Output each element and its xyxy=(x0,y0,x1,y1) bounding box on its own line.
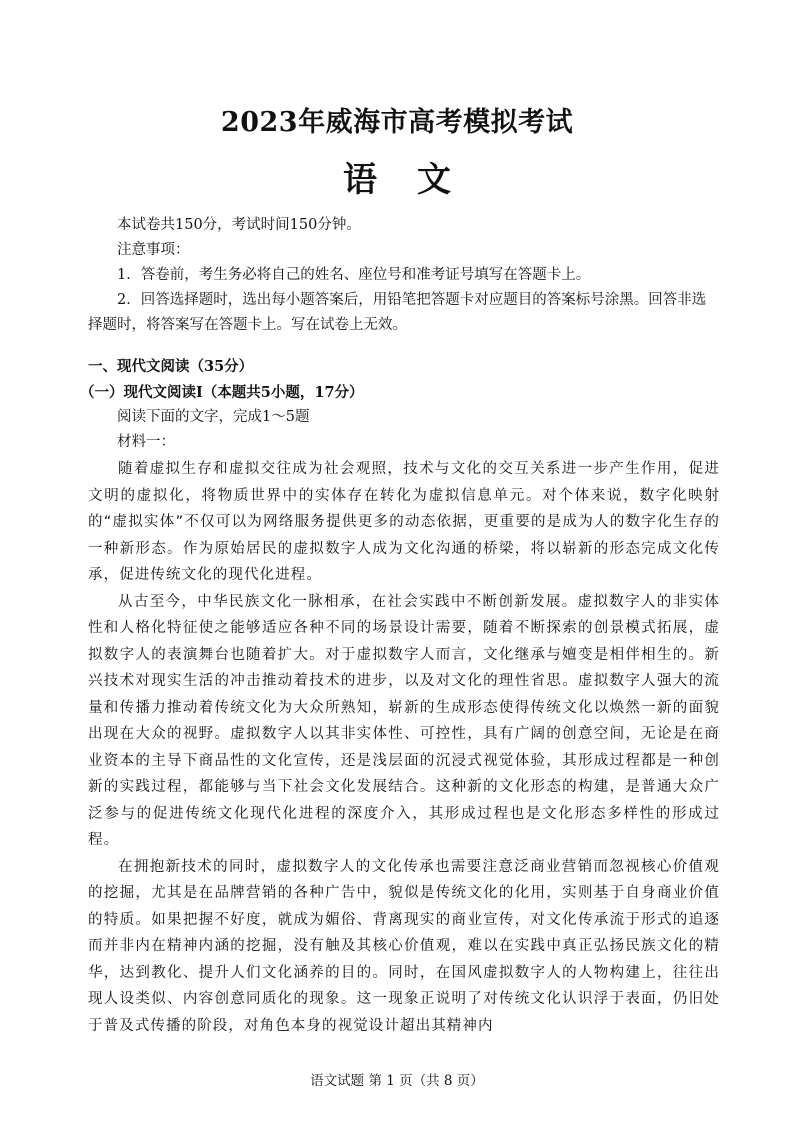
page-footer: 语文试题 第 1 页（共 8 页） xyxy=(310,1073,484,1089)
subject-title: 语文 xyxy=(343,160,491,200)
article-paragraph-1: 随着虚拟生存和虚拟交往成为社会观照，技术与文化的交互关系进一步产生作用，促进文明的虚拟化，将物质世界中的实体存在转化为虚拟信息单元。对个体来说，数字化映射的“虚拟实体”不仅可以为网络服务提供更多的动态依据，更重要的是成为人的数字化生存的一种新形态。作为原始居民的虚拟数字人成为文化沟通的桥梁，将以崭新的形态完成文化传承，促进传统文化的现代化进程。 xyxy=(88,461,720,583)
material-label: 材料一： xyxy=(117,434,175,450)
section-heading: 一、现代文阅读（35分） xyxy=(88,358,254,375)
exam-title: 2023年威海市高考模拟考试 xyxy=(220,107,574,138)
reading-direction: 阅读下面的文字，完成1～5题 xyxy=(117,409,310,425)
score-time-note: 本试卷共150分，考试时间150分钟。 xyxy=(117,217,361,233)
subsection-heading: （一）现代文阅读Ⅰ（本题共5小题，17分） xyxy=(80,384,364,401)
article-paragraph-3: 在拥抱新技术的同时，虚拟数字人的文化传承也需要注意泛商业营销而忽视核心价值观的挖掘，尤其是在品牌营销的各种广告中，貌似是传统文化的化用，实则基于自身商业价值的特质。如果把握不好度，就成为媚俗、背离现实的商业宣传，对文化传承流于形式的追逐而并非内在精神内涵的挖掘，没有触及其核心价值观，难以在实践中真正弘扬民族文化的精华，达到教化、提升人们文化涵养的目的。同时，在国风虚拟数字人的人物构建上，往往出现人设类似、内容创意同质化的现象。这一现象正说明了对传统文化认识浮于表面，仍旧处于普及式传播的阶段，对角色本身的视觉设计超出其精神内 xyxy=(88,858,720,1034)
article-paragraph-2: 从古至今，中华民族文化一脉相承，在社会实践中不断创新发展。虚拟数字人的非实体性和人格化特征使之能够适应各种不同的场景设计需要，随着不断探索的创景模式拓展，虚拟数字人的表演舞台也随着扩大。对于虚拟数字人而言，文化继承与嬗变是相伴相生的。新兴技术对现实生活的冲击推动着技术的进步，以及对文化的理性省思。虚拟数字人强大的流量和传播力推动着传统文化为大众所熟知，崭新的生成形态使得传统文化以焕然一新的面貌出现在大众的视野。虚拟数字人以其非实体性、可控性，具有广阔的创意空间，无论是在商业资本的主导下商品性的文化宣传，还是浅层面的沉浸式视觉体验，其形成过程都是一种创新的实践过程，都能够与当下社会文化发展结合。这种新的文化形态的构建，是普通大众广泛参与的促进传统文化现代化进程的深度介入，其形成过程也是文化形态多样性的形成过程。 xyxy=(88,593,720,848)
instruction-item-1: 1．答卷前，考生务必将自己的姓名、座位号和准考证号填写在答题卡上。 xyxy=(117,267,591,283)
reading-direction-block xyxy=(88,405,720,455)
instruction-item-2: 2．回答选择题时，选出每小题答案后，用铅笔把答题卡对应题目的答案标号涂黑。回答非选择题时，将答案写在答题卡上。写在试卷上无效。 xyxy=(88,292,707,333)
instructions xyxy=(88,213,720,338)
notes-heading: 注意事项： xyxy=(117,242,190,258)
article-text xyxy=(88,456,720,1039)
